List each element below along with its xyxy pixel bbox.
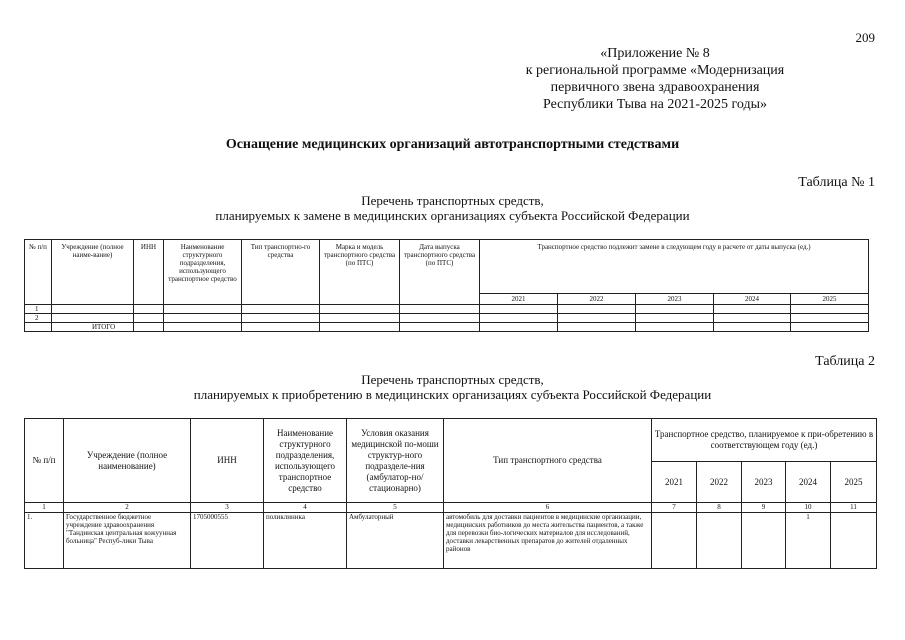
t2-row-vehicle-type: автомобиль для доставки пациентов в медицинские организации, медицинских работников до места жительства пациентов, а также для перевозки био-логических материалов для исследований, доставки лекарственных препаратов до жителей отдаленных районов bbox=[444, 513, 652, 569]
t2-header-inn: ИНН bbox=[191, 419, 264, 503]
table2-caption bbox=[0, 372, 905, 402]
appendix-line-1: «Приложение № 8 bbox=[600, 46, 710, 61]
t1-year-2023: 2023 bbox=[636, 294, 714, 305]
t2-row-2023 bbox=[742, 513, 786, 569]
t1-header-release-date: Дата выпуска транспортного средства (по ПТС) bbox=[400, 240, 480, 305]
table2 bbox=[24, 418, 877, 569]
table1 bbox=[24, 239, 869, 332]
t1-header-num: № п/п bbox=[25, 240, 52, 305]
t1-year-2025: 2025 bbox=[791, 294, 869, 305]
t1-row-total bbox=[25, 323, 869, 332]
t1-header-unit: Наименование структурного подразделения, использующего транспортное средство bbox=[164, 240, 242, 305]
table1-caption bbox=[0, 193, 905, 223]
t1-row-1 bbox=[25, 305, 869, 314]
t2-col-number: 4 bbox=[264, 503, 347, 513]
t1-total-label: ИТОГО bbox=[52, 323, 134, 332]
t1-year-2024: 2024 bbox=[714, 294, 791, 305]
appendix-line-3: первичного звена здравоохранения bbox=[550, 80, 760, 95]
t2-row-1 bbox=[25, 513, 877, 569]
t2-year-2024: 2024 bbox=[786, 462, 831, 503]
t2-row-conditions: Амбулаторный bbox=[347, 513, 444, 569]
t1-header-vehicle-type: Тип транспортно-го средства bbox=[242, 240, 320, 305]
table2-caption-line-1: Перечень транспортных средств, bbox=[361, 372, 544, 387]
appendix-header bbox=[445, 45, 865, 113]
t2-col-number: 8 bbox=[697, 503, 742, 513]
t2-row-num: 1. bbox=[25, 513, 64, 569]
t2-header-planned: Транспортное средство, планируемое к при-обретению в соответствующем году (ед.) bbox=[652, 419, 877, 462]
t1-row-num: 1 bbox=[25, 305, 52, 314]
t2-row-inn: 1705000555 bbox=[191, 513, 264, 569]
t1-header-make-model: Марка и модель транспортного средства (по ПТС) bbox=[320, 240, 400, 305]
t2-header-institution: Учреждение (полное наименование) bbox=[64, 419, 191, 503]
t1-row-2 bbox=[25, 314, 869, 323]
t2-col-number: 2 bbox=[64, 503, 191, 513]
t2-row-2021 bbox=[652, 513, 697, 569]
t2-row-unit: поликлиника bbox=[264, 513, 347, 569]
t2-year-2022: 2022 bbox=[697, 462, 742, 503]
t2-col-number: 1 bbox=[25, 503, 64, 513]
t2-row-2022 bbox=[697, 513, 742, 569]
t1-row-num: 2 bbox=[25, 314, 52, 323]
t2-col-number: 7 bbox=[652, 503, 697, 513]
t2-row-2024: 1 bbox=[786, 513, 831, 569]
t2-col-number: 6 bbox=[444, 503, 652, 513]
t2-row-2025 bbox=[831, 513, 877, 569]
t2-col-number: 3 bbox=[191, 503, 264, 513]
page-number: 209 bbox=[855, 30, 875, 45]
t2-row-institution: Государственное бюджетное учреждение здравоохранения "Тандинская центральная кожуунная больница" Респуб-лики Тыва bbox=[64, 513, 191, 569]
t2-col-number: 9 bbox=[742, 503, 786, 513]
t1-header-inn: ИНН bbox=[134, 240, 164, 305]
t2-year-2023: 2023 bbox=[742, 462, 786, 503]
appendix-line-4: Республики Тыва на 2021-2025 годы» bbox=[542, 97, 768, 112]
t2-col-number: 5 bbox=[347, 503, 444, 513]
t1-year-2021: 2021 bbox=[480, 294, 558, 305]
table1-caption-line-2: планируемых к замене в медицинских организациях субъекта Российской Федерации bbox=[215, 208, 690, 223]
t2-header-unit: Наименование структурного подразделения, использующего транспортное средство bbox=[264, 419, 347, 503]
main-title: Оснащение медицинских организаций автотранспортными стедствами bbox=[225, 137, 680, 152]
t2-header-conditions: Условия оказания медицинской по-моши структур-ного подразделе-ния (амбулатор-но/ стационарно) bbox=[347, 419, 444, 503]
table1-caption-line-1: Перечень транспортных средств, bbox=[361, 193, 544, 208]
appendix-line-2: к региональной программе «Модернизация bbox=[525, 63, 785, 78]
table1-label: Таблица № 1 bbox=[798, 175, 875, 190]
t2-col-number: 10 bbox=[786, 503, 831, 513]
t2-year-2021: 2021 bbox=[652, 462, 697, 503]
t1-year-2022: 2022 bbox=[558, 294, 636, 305]
table2-caption-line-2: планируемых к приобретению в медицинских организациях субъекта Российской Федерации bbox=[193, 387, 712, 402]
t2-header-vehicle-type: Тип транспортного средства bbox=[444, 419, 652, 503]
t1-header-institution: Учреждение (полное наиме-вание) bbox=[52, 240, 134, 305]
t2-header-num: № п/п bbox=[25, 419, 64, 503]
t1-header-replacement: Транспортное средство подлежит замене в следующем году в расчете от даты выпуска (ед.) bbox=[480, 240, 869, 294]
table2-label: Таблица 2 bbox=[815, 354, 875, 369]
t2-col-number: 11 bbox=[831, 503, 877, 513]
t2-year-2025: 2025 bbox=[831, 462, 877, 503]
t2-column-numbers-row bbox=[25, 503, 877, 513]
